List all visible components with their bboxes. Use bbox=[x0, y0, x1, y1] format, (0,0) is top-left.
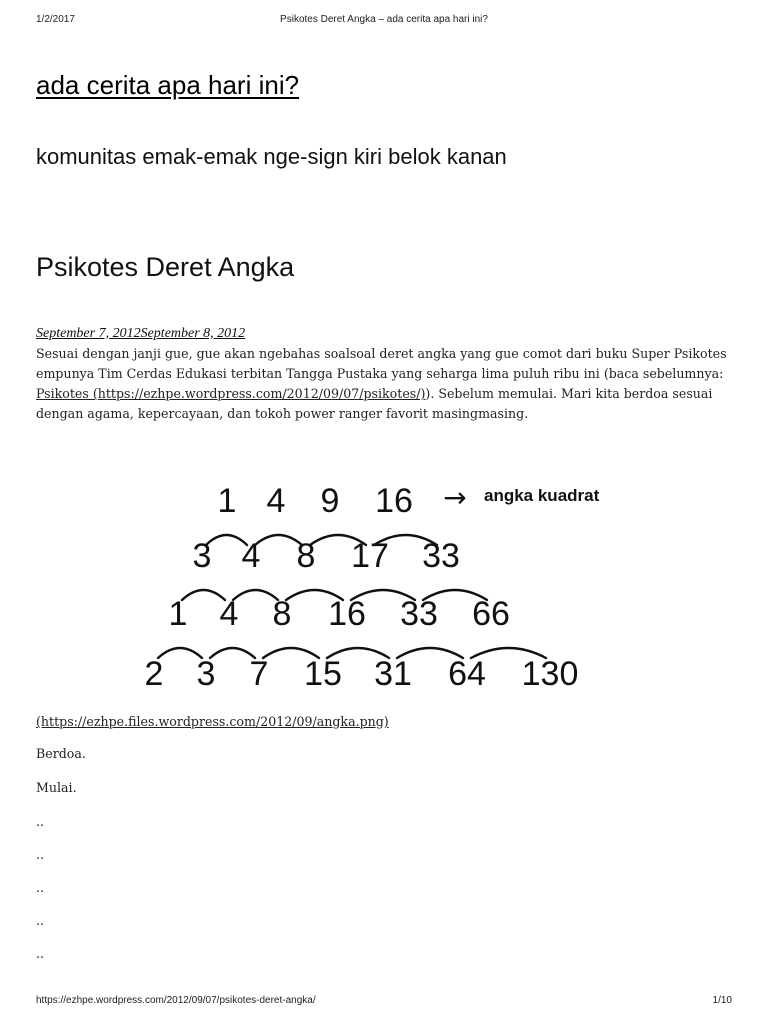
post-intro bbox=[36, 344, 736, 424]
intro-text-1: Sesuai dengan janji gue, gue akan ngebahas soalsoal deret angka yang gue comot dari buku Super Psikotes empunya Tim Cerdas Edukasi terbitan Tangga Pustaka yang seharga lima puluh ribu ini (baca sebelumnya: bbox=[36, 346, 727, 381]
site-tagline: komunitas emak-emak nge-sign kiri belok kanan bbox=[36, 144, 507, 169]
figure-number: 8 bbox=[272, 595, 292, 633]
print-header bbox=[0, 14, 768, 28]
print-footer bbox=[0, 995, 768, 1009]
figure-number: 9 bbox=[320, 482, 340, 520]
figure-number: 64 bbox=[448, 655, 486, 693]
paragraph-dots: .. bbox=[36, 913, 45, 928]
figure-number: 4 bbox=[241, 537, 261, 575]
figure-number: 16 bbox=[375, 482, 413, 520]
figure-number: 16 bbox=[328, 595, 366, 633]
figure-note: angka kuadrat bbox=[484, 486, 600, 505]
figure-number: 17 bbox=[351, 537, 389, 575]
figure-number: 2 bbox=[144, 655, 164, 693]
post-title: Psikotes Deret Angka bbox=[36, 252, 295, 282]
figure-number: 33 bbox=[400, 595, 438, 633]
paragraph-berdoa: Berdoa. bbox=[36, 746, 86, 761]
site-title-link[interactable]: ada cerita apa hari ini? bbox=[36, 70, 300, 100]
figure-number: 3 bbox=[196, 655, 216, 693]
figure-number: 4 bbox=[266, 482, 286, 520]
difference-arc bbox=[210, 648, 255, 658]
number-sequence-figure[interactable] bbox=[130, 474, 600, 699]
figure-number: 15 bbox=[304, 655, 342, 693]
figure-number: 31 bbox=[374, 655, 412, 693]
figure-number: 1 bbox=[217, 482, 237, 520]
figure-number: 33 bbox=[422, 537, 460, 575]
difference-arc bbox=[158, 648, 202, 658]
figure-image-link[interactable]: (https://ezhpe.files.wordpress.com/2012/09/angka.png) bbox=[36, 714, 389, 729]
intro-text-2: ). Sebelum memulai. Mari kita berdoa sesuai dengan agama, kepercayaan, dan tokoh power ranger favorit masingmasing. bbox=[36, 386, 713, 421]
print-date: 1/2/2017 bbox=[36, 14, 75, 25]
paragraph-dots: .. bbox=[36, 847, 45, 862]
print-page-number: 1/10 bbox=[712, 995, 732, 1006]
figure-number: 4 bbox=[219, 595, 239, 633]
print-page-title: Psikotes Deret Angka – ada cerita apa hari ini? bbox=[280, 14, 488, 25]
psikotes-link[interactable]: Psikotes (https://ezhpe.wordpress.com/2012/09/07/psikotes/) bbox=[36, 386, 426, 401]
paragraph-mulai: Mulai. bbox=[36, 780, 77, 795]
figure-number: 1 bbox=[168, 595, 188, 633]
figure-number: 66 bbox=[472, 595, 510, 633]
post-date-link[interactable]: September 7, 2012September 8, 2012 bbox=[36, 326, 246, 341]
figure-number: 7 bbox=[249, 655, 269, 693]
arrow-icon: → bbox=[443, 481, 467, 514]
figure-number: 8 bbox=[296, 537, 316, 575]
difference-arc bbox=[233, 590, 278, 600]
difference-arc bbox=[255, 535, 302, 545]
figure-number: 130 bbox=[521, 655, 579, 693]
paragraph-dots: .. bbox=[36, 946, 45, 961]
figure-number: 3 bbox=[192, 537, 212, 575]
print-url: https://ezhpe.wordpress.com/2012/09/07/psikotes-deret-angka/ bbox=[36, 995, 316, 1006]
paragraph-dots: .. bbox=[36, 880, 45, 895]
paragraph-dots: .. bbox=[36, 814, 45, 829]
